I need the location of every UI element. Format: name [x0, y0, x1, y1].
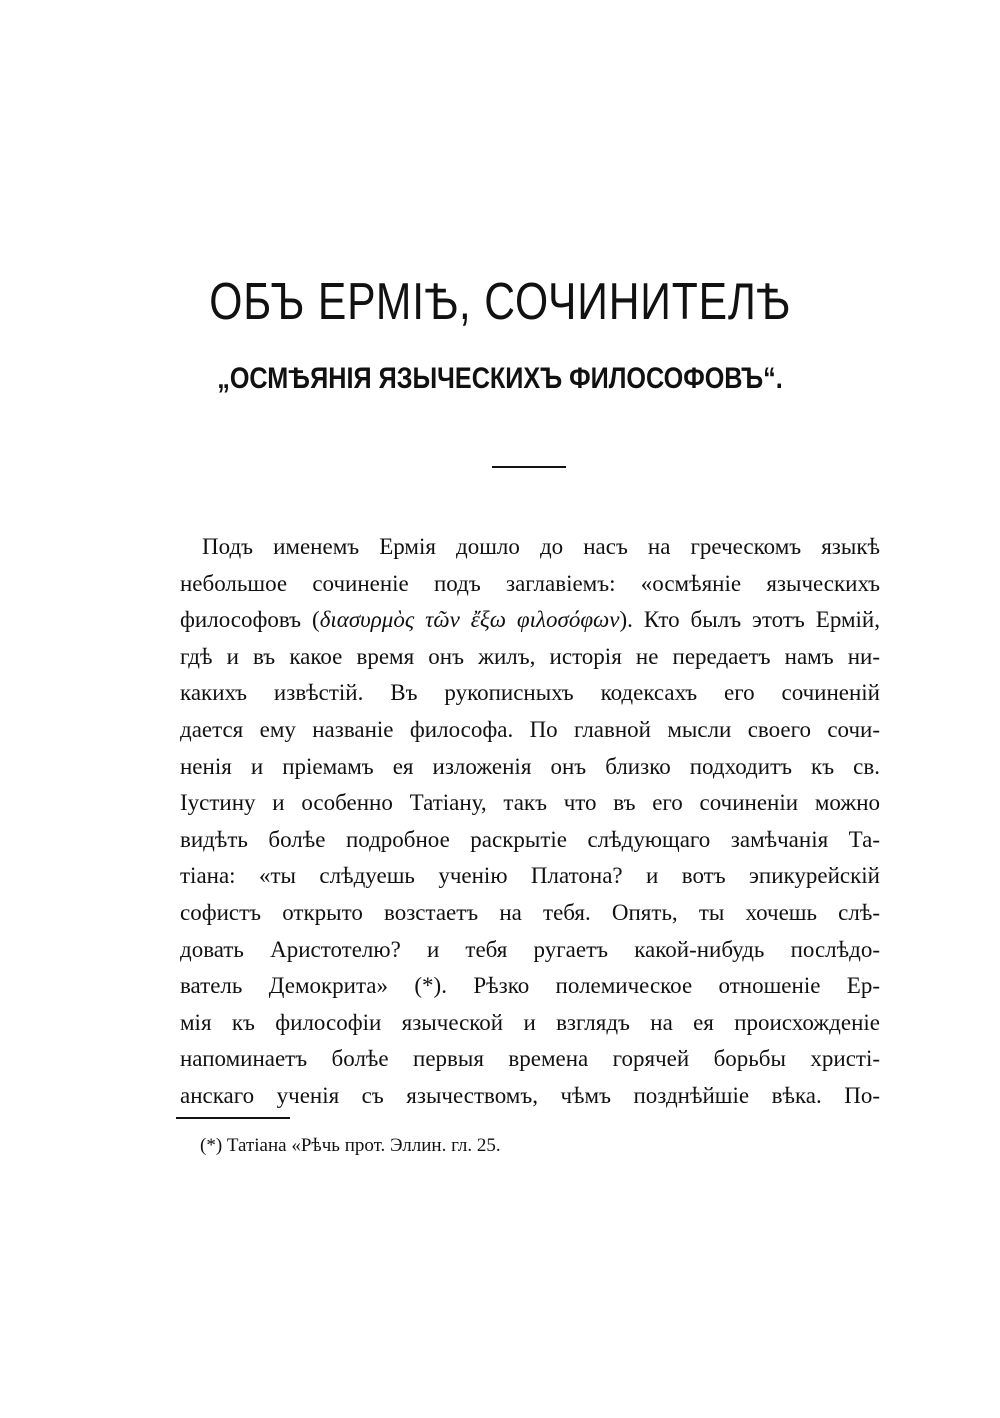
text-line: дается ему названіе философа. По главной мысли своего сочи- — [180, 716, 880, 742]
text-line: видѣть болѣе подробное раскрытіе слѣдующаго замѣчанія Та- — [180, 826, 880, 852]
text-fragment: ). Кто былъ этотъ Ермій, — [619, 607, 880, 633]
text-line: ненія и пріемамъ ея изложенія онъ близко подходитъ къ св. — [180, 753, 880, 779]
text-line: анскаго ученія съ язычествомъ, чѣмъ позднѣйшіе вѣка. По- — [180, 1082, 880, 1108]
greek-title: διασυρμὸς τῶν ἔξω φιλοσόφων — [319, 607, 620, 633]
text-line: тіана: «ты слѣдуешь ученію Платона? и вотъ эпикурейскій — [180, 863, 880, 889]
chapter-title: ОБЪ ЕРМІѢ, СОЧИНИТЕЛѢ — [209, 273, 791, 331]
text-fragment: философовъ ( — [180, 607, 320, 633]
title-divider — [492, 466, 566, 468]
text-line: какихъ извѣстій. Въ рукописныхъ кодексахъ его сочиненій — [180, 680, 880, 706]
footnote: (*) Татіана «Рѣчь прот. Эллин. гл. 25. — [200, 1135, 501, 1156]
chapter-subtitle: „ОСМѢЯНІЯ ЯЗЫЧЕСКИХЪ ФИЛОСОФОВЪ“. — [217, 362, 783, 395]
text-line: напоминаетъ болѣе первыя времена горячей борьбы христі- — [180, 1046, 880, 1072]
text-line: Іустину и особенно Татіану, такъ что въ его сочиненіи можно — [180, 790, 880, 816]
text-line-with-greek — [180, 602, 880, 639]
body-paragraph — [180, 529, 880, 1115]
text-line: гдѣ и въ какое время онъ жилъ, исторія не передаетъ намъ ни- — [180, 643, 880, 669]
footnote-divider — [176, 1117, 290, 1119]
text-line: небольшое сочиненіе подъ заглавіемъ: «осмѣяніе языческихъ — [180, 570, 880, 596]
text-line: довать Аристотелю? и тебя ругаетъ какой-нибудь послѣдо- — [180, 936, 880, 962]
text-line: Подъ именемъ Ермія дошло до насъ на греческомъ языкѣ — [202, 534, 880, 559]
text-line: софистъ открыто возстаетъ на тебя. Опять, ты хочешь слѣ- — [180, 899, 880, 925]
text-line: мія къ философіи языческой и взглядъ на ея происхожденіе — [180, 1009, 880, 1035]
text-line: ватель Демокрита» (*). Рѣзко полемическое отношеніе Ер- — [180, 973, 880, 999]
